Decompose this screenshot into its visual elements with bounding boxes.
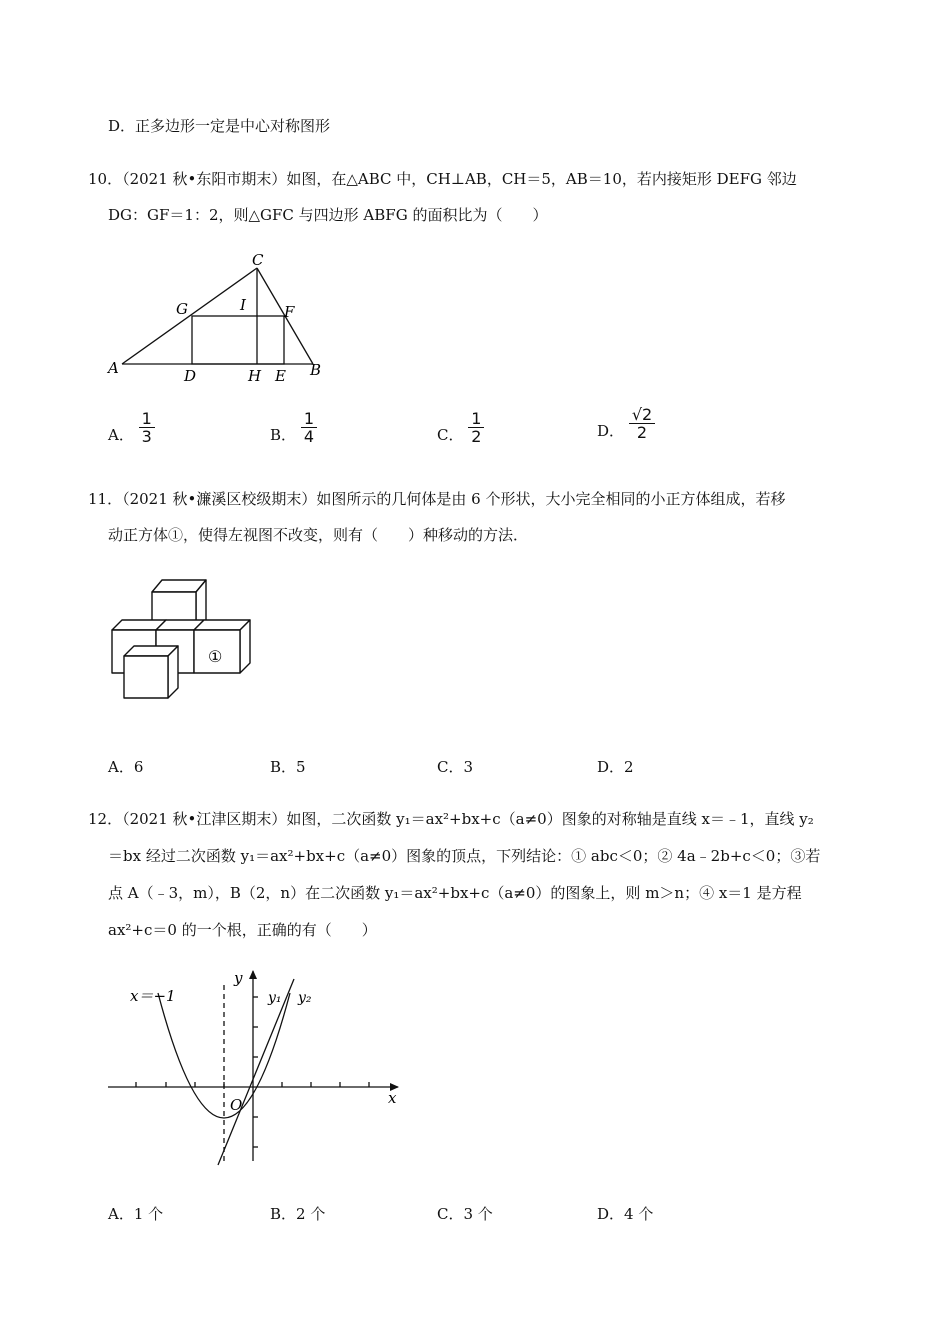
fraction [139, 410, 155, 445]
q12-graph-figure [100, 965, 410, 1175]
label-C: C [252, 251, 264, 269]
q12-line-1 [88, 809, 814, 829]
numerator: 1 [301, 410, 317, 428]
q12-number: 12． [88, 810, 123, 828]
q11-cube-figure [104, 575, 264, 710]
q10-line-1 [88, 169, 797, 189]
fraction [468, 410, 484, 445]
y1-label: y₁ [268, 990, 282, 1006]
denominator: 4 [303, 427, 314, 446]
q10-option-c-label: C． [437, 426, 464, 444]
label-H: H [248, 367, 262, 385]
front-cube-side-face [168, 646, 178, 698]
line-y2 [218, 979, 294, 1165]
q12-option-a[interactable]: A．1 个 [108, 1205, 164, 1223]
denominator: 3 [141, 427, 152, 446]
q10-option-c[interactable] [437, 410, 484, 445]
cube-1-label: ① [208, 647, 223, 666]
q12-line-3: 点 A（﹣3，m），B（2，n）在二次函数 y₁＝ax²+bx+c（a≠0）的图象上，则 m＞n；④ x＝1 是方程 [108, 884, 802, 902]
q11-text-1: （2021 秋•濂溪区校级期末）如图所示的几何体是由 6 个形状，大小完全相同的小正方体组成，若移 [122, 490, 786, 508]
origin-label: O [230, 1096, 243, 1114]
q10-option-a-label: A． [108, 426, 134, 444]
y2-label: y₂ [298, 990, 312, 1006]
q11-line-1 [88, 489, 785, 509]
q10-option-b[interactable] [270, 410, 317, 445]
label-D: D [184, 367, 197, 385]
denominator: 2 [636, 423, 648, 442]
q11-line-2: 动正方体①，使得左视图不改变，则有（ ）种移动的方法． [108, 526, 529, 544]
q12-option-b[interactable]: B．2 个 [270, 1205, 326, 1223]
axis-line-label: x＝−1 [130, 987, 176, 1005]
numerator: 1 [139, 410, 155, 428]
q12-option-c[interactable]: C．3 个 [437, 1205, 493, 1223]
fraction [629, 406, 655, 441]
denominator: 2 [471, 427, 482, 446]
q10-triangle-figure [100, 248, 340, 388]
label-A: A [108, 359, 119, 377]
label-E: E [275, 367, 286, 385]
label-B: B [310, 361, 322, 379]
front-cube-front-face [124, 656, 168, 698]
q10-source: （2021 秋•东阳市期末） [122, 170, 287, 188]
q12-option-d[interactable]: D．4 个 [597, 1205, 654, 1223]
y-axis-label: y [234, 969, 243, 987]
q11-number: 11． [88, 490, 123, 508]
q11-option-a[interactable]: A．6 [108, 758, 144, 776]
q11-option-b[interactable]: B．5 [270, 758, 306, 776]
label-I: I [240, 296, 246, 314]
q10-text-1: 如图，在△ABC 中，CH⊥AB，CH＝5，AB＝10，若内接矩形 DEFG 邻边 [286, 170, 797, 188]
cube-1-side-face [240, 620, 250, 673]
fraction [301, 410, 317, 445]
label-F: F [284, 303, 295, 321]
q10-option-d[interactable] [597, 406, 655, 441]
x-axis-label: x [388, 1089, 397, 1107]
q12-text-1: （2021 秋•江津区期末）如图，二次函数 y₁＝ax²+bx+c（a≠0）图象的对称轴是直线 x＝﹣1，直线 y₂ [122, 810, 814, 828]
q10-option-a[interactable] [108, 410, 155, 445]
q10-line-2: DG：GF＝1：2，则△GFC 与四边形 ABFG 的面积比为（ ） [108, 206, 548, 224]
q11-option-c[interactable]: C．3 [437, 758, 474, 776]
label-G: G [176, 300, 188, 318]
q11-option-d[interactable]: D．2 [597, 758, 634, 776]
q10-option-d-label: D． [597, 422, 625, 440]
rectangle-DEFG [192, 316, 284, 364]
numerator: 1 [468, 410, 484, 428]
q12-line-2: ＝bx 经过二次函数 y₁＝ax²+bx+c（a≠0）图象的顶点，下列结论：① abc＜0；② 4a﹣2b+c＜0；③若 [108, 847, 821, 865]
numerator: √2 [629, 406, 655, 424]
q12-line-4: ax²+c＝0 的一个根，正确的有（ ） [108, 921, 377, 939]
q10-number: 10． [88, 170, 123, 188]
q9-option-d: D．正多边形一定是中心对称图形 [108, 117, 331, 135]
q10-option-b-label: B． [270, 426, 297, 444]
parabola-y1 [158, 993, 290, 1118]
